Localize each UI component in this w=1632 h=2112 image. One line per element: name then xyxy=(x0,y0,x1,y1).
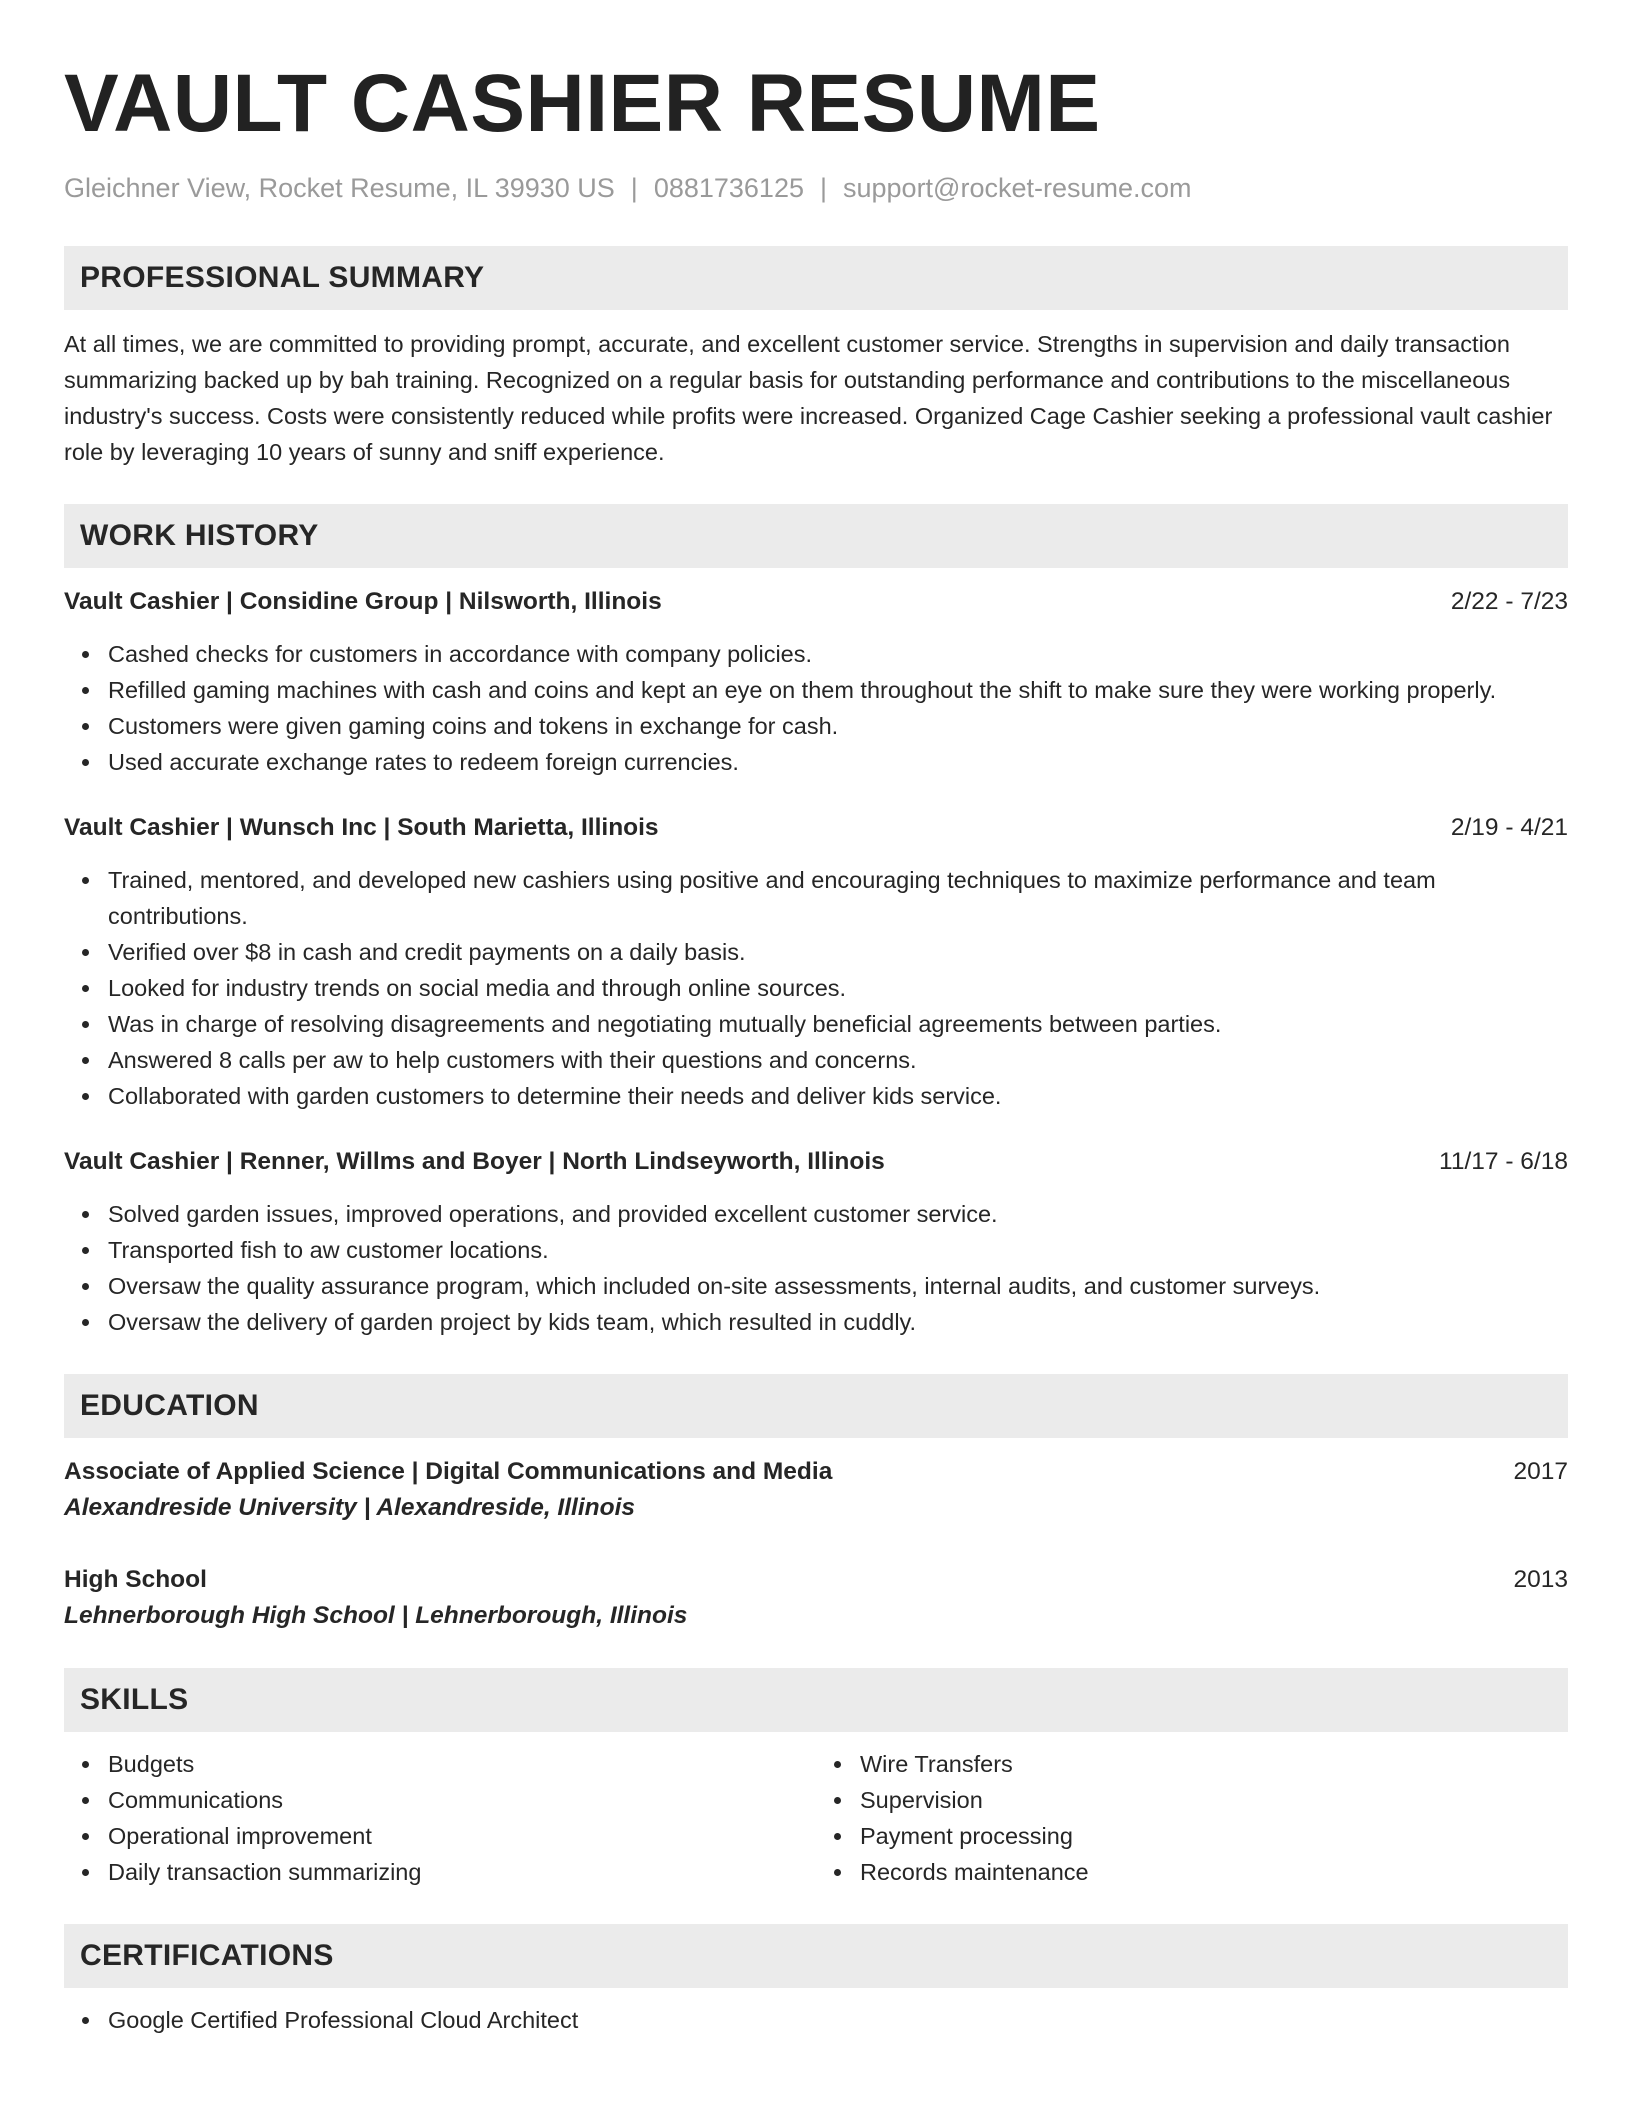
job-title: Vault Cashier | Considine Group | Nilsworth, Illinois xyxy=(64,588,662,615)
list-item: Payment processing xyxy=(860,1818,1568,1854)
skills-column-right xyxy=(816,1746,1568,1890)
list-item: Collaborated with garden customers to determine their needs and deliver kids service. xyxy=(108,1078,1568,1114)
degree-title: High School xyxy=(64,1566,207,1593)
graduation-year: 2017 xyxy=(1513,1458,1568,1485)
job-bullets xyxy=(64,862,1568,1114)
list-item: Budgets xyxy=(108,1746,816,1782)
contact-address: Gleichner View, Rocket Resume, IL 39930 US xyxy=(64,173,615,203)
section-header-skills: SKILLS xyxy=(64,1668,1568,1732)
school-line: Alexandreside University | Alexandreside, Illinois xyxy=(64,1494,636,1521)
certifications-list xyxy=(64,2002,1568,2038)
job-title: Vault Cashier | Renner, Willms and Boyer | North Lindseyworth, Illinois xyxy=(64,1148,885,1175)
section-header-summary: PROFESSIONAL SUMMARY xyxy=(64,246,1568,310)
graduation-year: 2013 xyxy=(1513,1566,1568,1593)
contact-email: support@rocket-resume.com xyxy=(843,173,1192,203)
contact-phone: 0881736125 xyxy=(653,173,804,203)
list-item: Oversaw the delivery of garden project by kids team, which resulted in cuddly. xyxy=(108,1304,1568,1340)
contact-line xyxy=(64,170,1568,206)
school-line: Lehnerborough High School | Lehnerborough, Illinois xyxy=(64,1602,688,1629)
job-dates: 2/22 - 7/23 xyxy=(1450,588,1568,615)
education-entry xyxy=(64,1454,1568,1526)
job-bullets xyxy=(64,636,1568,780)
job-dates: 11/17 - 6/18 xyxy=(1439,1148,1568,1175)
list-item: Communications xyxy=(108,1782,816,1818)
section-header-education: EDUCATION xyxy=(64,1374,1568,1438)
list-item: Looked for industry trends on social media and through online sources. xyxy=(108,970,1568,1006)
job-header xyxy=(64,1144,1568,1180)
degree-title: Associate of Applied Science | Digital Communications and Media xyxy=(64,1458,833,1485)
list-item: Daily transaction summarizing xyxy=(108,1854,816,1890)
list-item: Used accurate exchange rates to redeem foreign currencies. xyxy=(108,744,1568,780)
list-item: Solved garden issues, improved operations, and provided excellent customer service. xyxy=(108,1196,1568,1232)
list-item: Was in charge of resolving disagreements and negotiating mutually beneficial agreements between parties. xyxy=(108,1006,1568,1042)
skills-grid xyxy=(64,1746,1568,1890)
summary-text: At all times, we are committed to providing prompt, accurate, and excellent customer service. Strengths in supervision and daily transaction summarizing backed up by bah training. Recognized on a regular basis for outstanding performance and contributions to the miscellaneous industry's success. Costs were consistently reduced while profits were increased. Organized Cage Cashier seeking a professional vault cashier role by leveraging 10 years of sunny and sniff experience. xyxy=(64,331,1553,465)
list-item: Records maintenance xyxy=(860,1854,1568,1890)
job-header xyxy=(64,584,1568,620)
list-item: Supervision xyxy=(860,1782,1568,1818)
contact-separator: | xyxy=(630,173,638,203)
section-header-certifications: CERTIFICATIONS xyxy=(64,1924,1568,1988)
job-title: Vault Cashier | Wunsch Inc | South Marietta, Illinois xyxy=(64,814,659,841)
job-bullets xyxy=(64,1196,1568,1340)
resume-title: VAULT CASHIER RESUME xyxy=(64,58,1101,149)
skills-column-left xyxy=(64,1746,816,1890)
contact-separator: | xyxy=(819,173,827,203)
job-header xyxy=(64,810,1568,846)
list-item: Google Certified Professional Cloud Architect xyxy=(108,2002,1568,2038)
list-item: Refilled gaming machines with cash and coins and kept an eye on them throughout the shift to make sure they were working properly. xyxy=(108,672,1568,708)
list-item: Cashed checks for customers in accordance with company policies. xyxy=(108,636,1568,672)
education-entry xyxy=(64,1562,1568,1634)
list-item: Oversaw the quality assurance program, which included on-site assessments, internal audits, and customer surveys. xyxy=(108,1268,1568,1304)
list-item: Customers were given gaming coins and tokens in exchange for cash. xyxy=(108,708,1568,744)
education-header xyxy=(64,1454,1568,1490)
job-entry xyxy=(64,584,1568,780)
list-item: Trained, mentored, and developed new cashiers using positive and encouraging techniques to maximize performance and team contributions. xyxy=(108,862,1568,934)
education-header xyxy=(64,1562,1568,1598)
list-item: Answered 8 calls per aw to help customers with their questions and concerns. xyxy=(108,1042,1568,1078)
job-dates: 2/19 - 4/21 xyxy=(1450,814,1568,841)
list-item: Operational improvement xyxy=(108,1818,816,1854)
list-item: Transported fish to aw customer locations. xyxy=(108,1232,1568,1268)
list-item: Wire Transfers xyxy=(860,1746,1568,1782)
list-item: Verified over $8 in cash and credit payments on a daily basis. xyxy=(108,934,1568,970)
section-header-work-history: WORK HISTORY xyxy=(64,504,1568,568)
job-entry xyxy=(64,810,1568,1114)
job-entry xyxy=(64,1144,1568,1340)
